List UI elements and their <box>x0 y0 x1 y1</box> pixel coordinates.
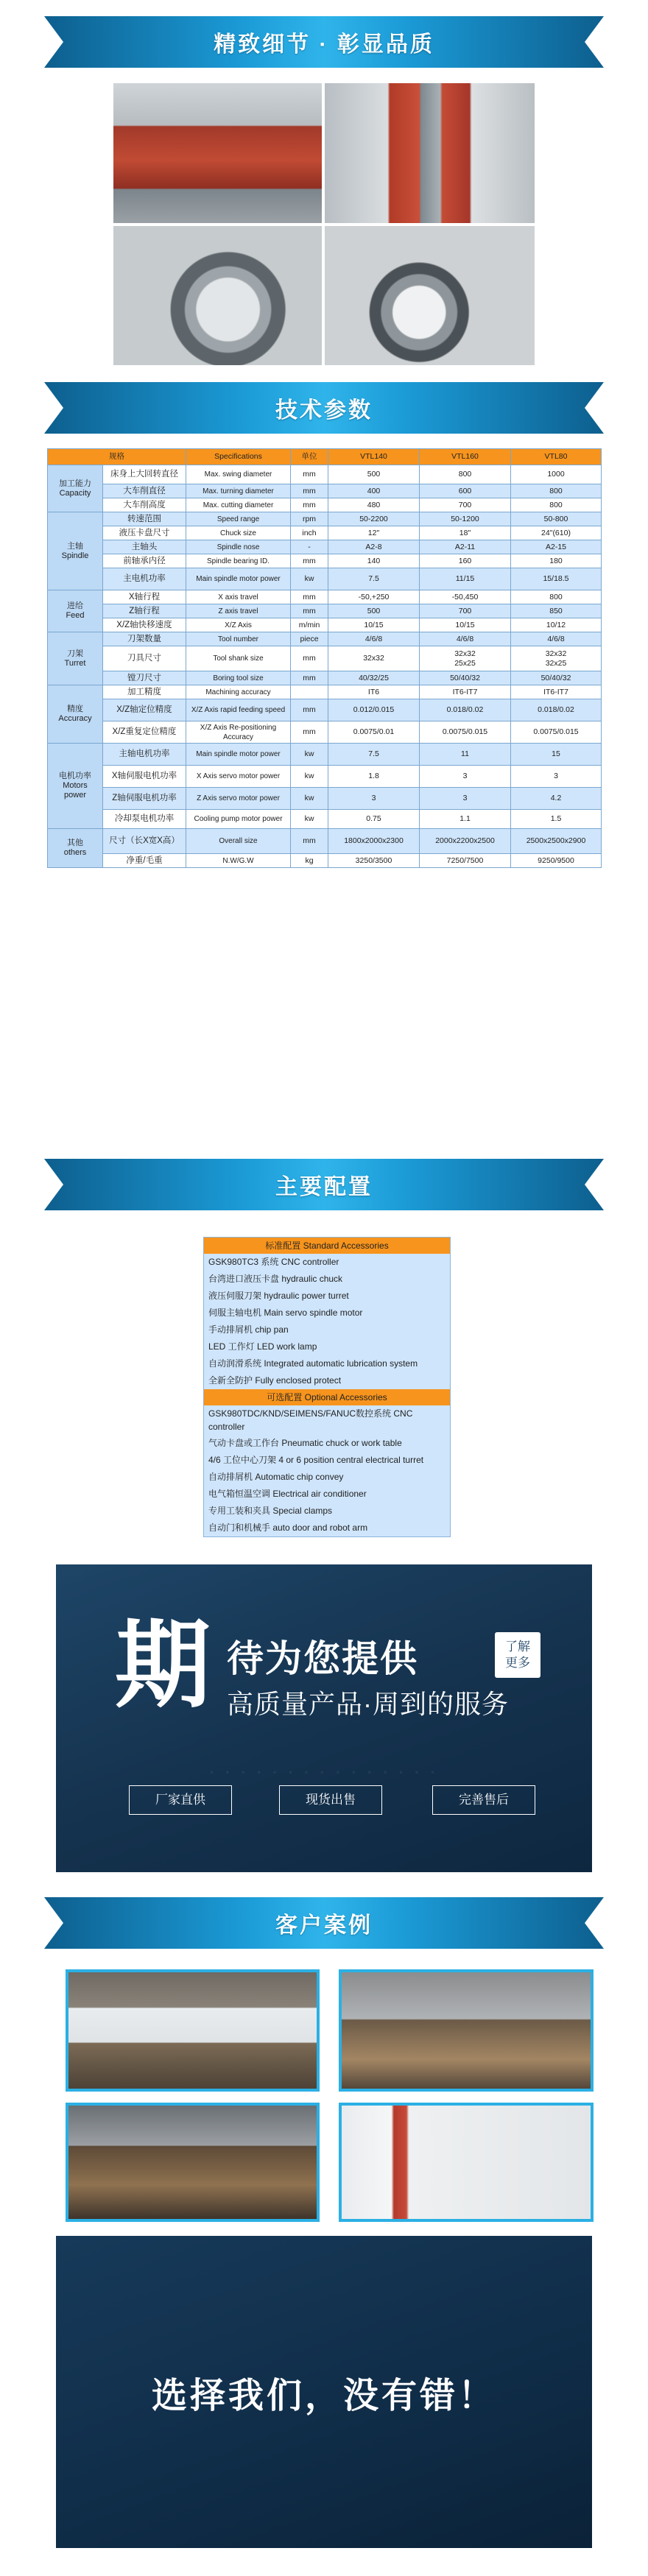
table-cell: 700 <box>420 604 511 618</box>
service-promo-panel <box>56 1564 592 1872</box>
table-cell: 0.0075/0.01 <box>328 721 420 744</box>
table-cell: kg <box>291 854 328 868</box>
table-row <box>48 810 602 829</box>
table-cell: 800 <box>511 498 602 512</box>
table-row <box>48 854 602 868</box>
table-cell: 7250/7500 <box>420 854 511 868</box>
table-cell: 0.018/0.02 <box>420 699 511 721</box>
after-sales-button[interactable]: 完善售后 <box>432 1785 535 1815</box>
table-cell: kw <box>291 766 328 788</box>
table-cell: 0.018/0.02 <box>511 699 602 721</box>
table-cell: N.W/G.W <box>186 854 291 868</box>
table-row <box>48 512 602 526</box>
table-cell: m/min <box>291 618 328 632</box>
table-cell: 尺寸（长X宽X高） <box>103 829 186 854</box>
table-row <box>48 590 602 604</box>
config-banner <box>44 1159 604 1210</box>
table-cell: 15/18.5 <box>511 568 602 590</box>
table-cell: 刀具尺寸 <box>103 646 186 671</box>
table-cell: 140 <box>328 554 420 568</box>
customer-case-photo-1 <box>66 1969 320 2092</box>
table-cell: 2000x2200x2500 <box>420 829 511 854</box>
group-label-feed: 进给 Feed <box>48 590 103 632</box>
detail-banner <box>44 16 604 68</box>
table-cell: kw <box>291 744 328 766</box>
header-unit: 单位 <box>291 449 328 465</box>
learn-more-button[interactable]: 了解 更多 <box>495 1632 540 1678</box>
table-cell: 160 <box>420 554 511 568</box>
table-cell: X轴伺服电机功率 <box>103 766 186 788</box>
table-cell: 800 <box>511 590 602 604</box>
table-cell: 15 <box>511 744 602 766</box>
table-header-row <box>48 449 602 465</box>
table-cell: Tool shank size <box>186 646 291 671</box>
table-cell: 800 <box>420 465 511 484</box>
table-cell: 11 <box>420 744 511 766</box>
header-vtl140: VTL140 <box>328 449 420 465</box>
config-list-item: 自动门和机械手 auto door and robot arm <box>208 1522 368 1533</box>
table-cell: 0.0075/0.015 <box>420 721 511 744</box>
table-cell: 7.5 <box>328 744 420 766</box>
table-row <box>48 646 602 671</box>
table-cell: 1800x2000x2300 <box>328 829 420 854</box>
table-cell: 3 <box>420 766 511 788</box>
table-cell: IT6-IT7 <box>511 685 602 699</box>
table-cell: mm <box>291 829 328 854</box>
table-cell: 3250/3500 <box>328 854 420 868</box>
table-cell: -50,450 <box>420 590 511 604</box>
table-cell: X Axis servo motor power <box>186 766 291 788</box>
config-list-item: 专用工装和夹具 Special clamps <box>208 1506 333 1516</box>
table-row <box>48 632 602 646</box>
table-cell: 0.75 <box>328 810 420 829</box>
table-cell: 4/6/8 <box>511 632 602 646</box>
table-cell: 3 <box>511 766 602 788</box>
table-cell: mm <box>291 498 328 512</box>
table-cell: 10/12 <box>511 618 602 632</box>
group-label-capacity: 加工能力 Capacity <box>48 465 103 512</box>
table-cell: mm <box>291 484 328 498</box>
table-cell: Overall size <box>186 829 291 854</box>
table-cell: 主轴头 <box>103 540 186 554</box>
table-row <box>48 540 602 554</box>
config-list-item: 气动卡盘或工作台 Pneumatic chuck or work table <box>208 1438 402 1448</box>
table-cell: -50,+250 <box>328 590 420 604</box>
table-cell: 4.2 <box>511 788 602 810</box>
table-row <box>48 685 602 699</box>
table-cell: kw <box>291 788 328 810</box>
table-cell: 9250/9500 <box>511 854 602 868</box>
table-cell: mm <box>291 646 328 671</box>
config-list-item: GSK980TC3 系统 CNC controller <box>208 1257 339 1267</box>
config-list-item: 伺服主轴电机 Main servo spindle motor <box>208 1308 363 1318</box>
table-cell: rpm <box>291 512 328 526</box>
table-cell: Cooling pump motor power <box>186 810 291 829</box>
table-row <box>48 671 602 685</box>
table-cell: Chuck size <box>186 526 291 540</box>
table-cell: 加工精度 <box>103 685 186 699</box>
table-cell: 32x32 25x25 <box>420 646 511 671</box>
table-cell: Speed range <box>186 512 291 526</box>
detail-banner-title: 精致细节 · 彰显品质 <box>214 32 434 57</box>
final-slogan-panel <box>56 2236 592 2548</box>
table-cell: 500 <box>328 465 420 484</box>
table-cell: Main spindle motor power <box>186 744 291 766</box>
table-cell: 主轴电机功率 <box>103 744 186 766</box>
table-row <box>48 484 602 498</box>
table-cell: 600 <box>420 484 511 498</box>
group-label-others: 其他 others <box>48 829 103 868</box>
table-cell: Tool number <box>186 632 291 646</box>
table-cell: 7.5 <box>328 568 420 590</box>
table-cell: 前轴承内径 <box>103 554 186 568</box>
table-cell: 50/40/32 <box>511 671 602 685</box>
config-list-item: 手动排屑机 chip pan <box>208 1324 289 1335</box>
table-cell: 4/6/8 <box>420 632 511 646</box>
table-cell: Z轴行程 <box>103 604 186 618</box>
cases-banner-title: 客户案例 <box>275 1913 373 1938</box>
table-cell: 24"(610) <box>511 526 602 540</box>
table-cell: 液压卡盘尺寸 <box>103 526 186 540</box>
table-cell: X axis travel <box>186 590 291 604</box>
table-cell: Z axis travel <box>186 604 291 618</box>
group-label-motors: 电机功率 Motors power <box>48 744 103 829</box>
machine-detail-photo-1 <box>113 83 322 223</box>
table-cell: kw <box>291 568 328 590</box>
table-cell: X轴行程 <box>103 590 186 604</box>
table-cell: IT6-IT7 <box>420 685 511 699</box>
table-cell: 大车削高度 <box>103 498 186 512</box>
config-list-item: 液压伺服刀架 hydraulic power turret <box>208 1291 349 1301</box>
table-cell: 大车削直径 <box>103 484 186 498</box>
table-cell: X/Z Axis <box>186 618 291 632</box>
table-row <box>48 604 602 618</box>
config-list-item: 自动排屑机 Automatic chip convey <box>208 1472 344 1482</box>
table-cell: 32x32 <box>328 646 420 671</box>
header-vtl80: VTL80 <box>511 449 602 465</box>
table-cell: X/Z重复定位精度 <box>103 721 186 744</box>
table-cell: mm <box>291 671 328 685</box>
table-row <box>48 465 602 484</box>
config-list-item: 台湾进口液压卡盘 hydraulic chuck <box>208 1274 343 1284</box>
config-list-item: 电气箱恒温空调 Electrical air conditioner <box>208 1489 367 1499</box>
table-cell: Boring tool size <box>186 671 291 685</box>
table-cell: mm <box>291 604 328 618</box>
spec-table <box>47 448 602 868</box>
table-cell: A2-8 <box>328 540 420 554</box>
table-cell: 40/32/25 <box>328 671 420 685</box>
table-cell: 10/15 <box>420 618 511 632</box>
table-cell: Spindle bearing ID. <box>186 554 291 568</box>
config-list-item: LED 工作灯 LED work lamp <box>208 1341 317 1352</box>
table-cell: 12" <box>328 526 420 540</box>
table-cell: IT6 <box>328 685 420 699</box>
table-cell: X/Z Axis Re-positioning Accuracy <box>186 721 291 744</box>
table-row <box>48 526 602 540</box>
config-list <box>203 1237 451 1537</box>
table-cell: 1.8 <box>328 766 420 788</box>
table-cell: mm <box>291 699 328 721</box>
config-banner-title: 主要配置 <box>275 1175 373 1199</box>
table-cell: 1000 <box>511 465 602 484</box>
table-cell: kw <box>291 810 328 829</box>
group-label-spindle: 主轴 Spindle <box>48 512 103 590</box>
machine-detail-photo-2 <box>325 83 535 223</box>
table-cell: Machining accuracy <box>186 685 291 699</box>
config-list-item: 4/6 工位中心刀架 4 or 6 position central electrical turret <box>208 1455 424 1465</box>
table-cell: 1.5 <box>511 810 602 829</box>
table-cell: 0.0075/0.015 <box>511 721 602 744</box>
table-row <box>48 721 602 744</box>
table-cell: 32x32 32x25 <box>511 646 602 671</box>
table-cell: 2500x2500x2900 <box>511 829 602 854</box>
config-list-item: 全新全防护 Fully enclosed protect <box>208 1375 342 1386</box>
config-list-item: 自动润滑系统 Integrated automatic lubrication system <box>208 1358 418 1369</box>
table-cell: Z Axis servo motor power <box>186 788 291 810</box>
table-cell: 10/15 <box>328 618 420 632</box>
cases-banner <box>44 1897 604 1949</box>
table-cell: 3 <box>420 788 511 810</box>
table-cell: 480 <box>328 498 420 512</box>
factory-direct-button[interactable]: 厂家直供 <box>129 1785 232 1815</box>
table-cell: 主电机功率 <box>103 568 186 590</box>
table-cell: 50-1200 <box>420 512 511 526</box>
table-row <box>48 766 602 788</box>
table-cell: Main spindle motor power <box>186 568 291 590</box>
table-cell: Max. cutting diameter <box>186 498 291 512</box>
table-cell: mm <box>291 590 328 604</box>
tech-banner-title: 技术参数 <box>275 398 373 423</box>
customer-case-photo-2 <box>339 1969 594 2092</box>
table-cell: 4/6/8 <box>328 632 420 646</box>
final-slogan: 选择我们，没有错！ <box>151 2376 496 2416</box>
table-cell: 床身上大回转直径 <box>103 465 186 484</box>
table-row <box>48 498 602 512</box>
group-label-turret: 刀架 Turret <box>48 632 103 685</box>
table-cell: 800 <box>511 484 602 498</box>
table-cell: 850 <box>511 604 602 618</box>
table-row <box>48 788 602 810</box>
table-cell: 1.1 <box>420 810 511 829</box>
table-cell <box>291 685 328 699</box>
promo-big-char: 期 <box>115 1612 211 1719</box>
table-cell: 50/40/32 <box>420 671 511 685</box>
table-cell: A2-11 <box>420 540 511 554</box>
table-row <box>48 744 602 766</box>
machine-detail-photo-3 <box>113 226 322 365</box>
promo-subline: 高质量产品·周到的服务 <box>227 1689 509 1719</box>
table-cell: 400 <box>328 484 420 498</box>
table-cell: Max. turning diameter <box>186 484 291 498</box>
table-cell: inch <box>291 526 328 540</box>
table-cell: mm <box>291 554 328 568</box>
table-cell: 刀架数量 <box>103 632 186 646</box>
optional-accessories-header: 可选配置 Optional Accessories <box>204 1389 450 1405</box>
table-cell: 冷却泵电机功率 <box>103 810 186 829</box>
table-cell: 50-800 <box>511 512 602 526</box>
table-cell: Z轴伺服电机功率 <box>103 788 186 810</box>
table-cell: A2-15 <box>511 540 602 554</box>
table-cell: 11/15 <box>420 568 511 590</box>
table-cell: 50-2200 <box>328 512 420 526</box>
table-row <box>48 699 602 721</box>
table-cell: 3 <box>328 788 420 810</box>
table-cell: 转速范围 <box>103 512 186 526</box>
machine-detail-photo-4 <box>325 226 535 365</box>
table-cell: 180 <box>511 554 602 568</box>
table-cell: X/Z轴快移速度 <box>103 618 186 632</box>
table-row <box>48 568 602 590</box>
table-cell: - <box>291 540 328 554</box>
table-cell: 净重/毛重 <box>103 854 186 868</box>
table-cell: Spindle nose <box>186 540 291 554</box>
config-list-item: GSK980TDC/KND/SEIMENS/FANUC数控系统 CNC controller <box>208 1408 413 1432</box>
table-cell: X/Z轴定位精度 <box>103 699 186 721</box>
header-spec-en: Specifications <box>186 449 291 465</box>
promo-background-texture: · · · · · · · · · · · · · · · <box>209 1763 439 1782</box>
customer-case-photo-4 <box>339 2103 594 2222</box>
table-cell: mm <box>291 721 328 744</box>
in-stock-button[interactable]: 现货出售 <box>279 1785 382 1815</box>
promo-headline: 待为您提供 <box>227 1638 418 1679</box>
table-cell: 18" <box>420 526 511 540</box>
table-cell: 500 <box>328 604 420 618</box>
customer-case-photo-3 <box>66 2103 320 2222</box>
table-cell: 700 <box>420 498 511 512</box>
table-cell: piece <box>291 632 328 646</box>
table-cell: 0.012/0.015 <box>328 699 420 721</box>
table-row <box>48 829 602 854</box>
table-row <box>48 618 602 632</box>
table-row <box>48 554 602 568</box>
group-label-accuracy: 精度 Accuracy <box>48 685 103 744</box>
table-cell: X/Z Axis rapid feeding speed <box>186 699 291 721</box>
tech-banner <box>44 382 604 434</box>
header-vtl160: VTL160 <box>420 449 511 465</box>
header-spec-zh: 规格 <box>48 449 186 465</box>
table-cell: Max. swing diameter <box>186 465 291 484</box>
standard-accessories-header: 标准配置 Standard Accessories <box>204 1238 450 1254</box>
table-cell: mm <box>291 465 328 484</box>
table-cell: 镗刀尺寸 <box>103 671 186 685</box>
